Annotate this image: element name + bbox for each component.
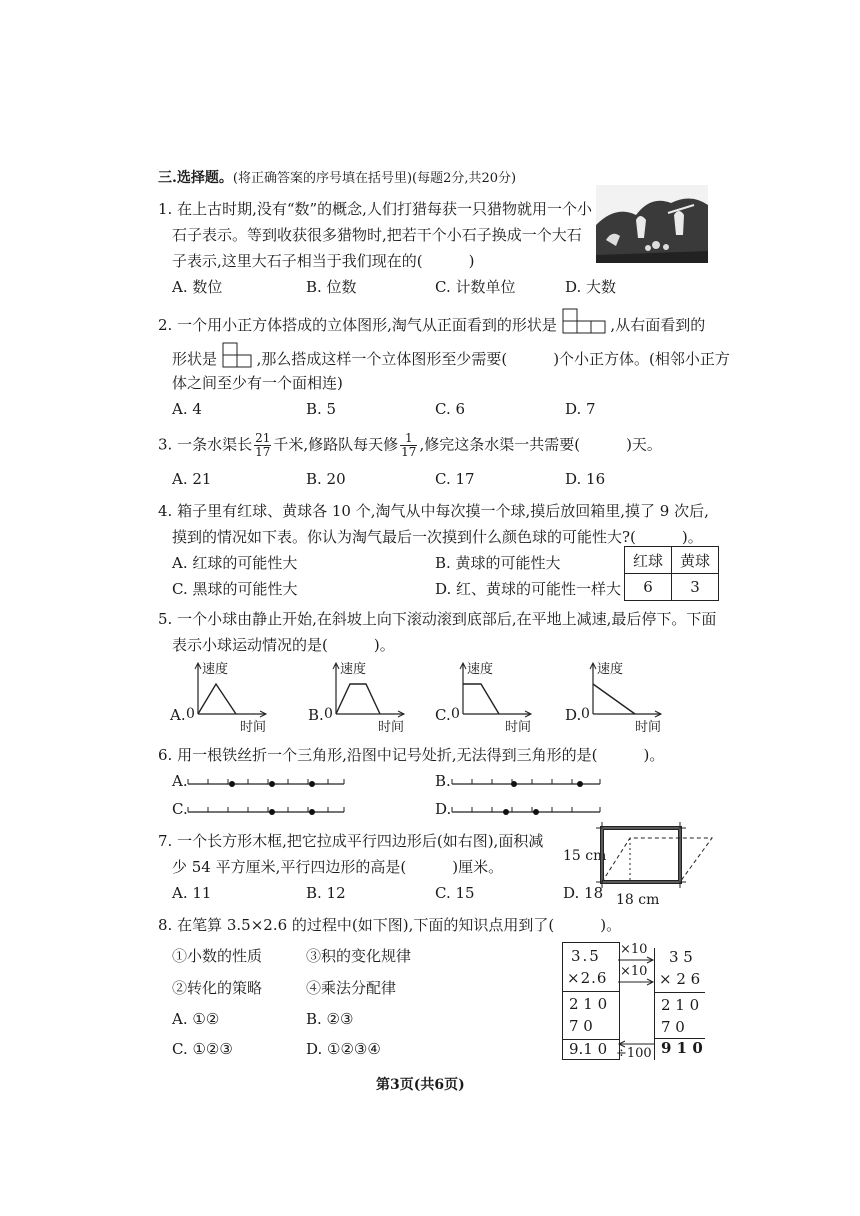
q5-graph-a[interactable] bbox=[168, 658, 268, 735]
section-header bbox=[158, 167, 516, 187]
q6-line1-text: 6. 用一根铁丝折一个三角形,沿图中记号处折,无法得到三角形的是( bbox=[158, 746, 598, 764]
section-note: (将正确答案的序号填在括号里)(每题2分,共20分) bbox=[232, 171, 517, 186]
q4-option-a[interactable]: A. 红球的可能性大 bbox=[172, 554, 298, 572]
calc-right-partial2: 7 0 bbox=[661, 1018, 685, 1036]
table-value-red: 6 bbox=[625, 574, 672, 601]
q7-option-a[interactable]: A. 11 bbox=[172, 884, 212, 902]
q1-option-a[interactable]: A. 数位 bbox=[172, 278, 223, 296]
q3-fraction-length bbox=[254, 432, 271, 459]
wooden-frame-figure bbox=[594, 822, 718, 892]
q6-label-c: C. bbox=[172, 800, 188, 818]
q5-graph-c-label: C. bbox=[435, 706, 451, 724]
arrow-x10-bottom-label: ×10 bbox=[620, 964, 648, 979]
q7-line2 bbox=[172, 856, 503, 877]
q2-line3: 体之间至少有一个面相连) bbox=[172, 374, 343, 392]
q6-wire-b[interactable] bbox=[450, 774, 602, 790]
q5-graph-a-ylabel: 速度 bbox=[202, 662, 229, 677]
q4-line2-text: 摸到的情况如下表。你认为淘气最后一次摸到什么颜色球的可能性大?( bbox=[172, 528, 636, 546]
q3-text-c: ,修完这条水渠一共需要( bbox=[419, 435, 581, 454]
q2-line2-end: )个小正方体。(相邻小正方 bbox=[553, 350, 730, 368]
q8-option-a[interactable]: A. ①② bbox=[172, 1010, 220, 1028]
q1-option-d[interactable]: D. 大数 bbox=[565, 278, 617, 296]
calc-left-factor1: 3.5 bbox=[571, 947, 601, 965]
q5-graph-d-xlabel: 时间 bbox=[635, 720, 662, 735]
q5-graph-c[interactable] bbox=[433, 658, 533, 735]
right-view-shape bbox=[222, 342, 252, 368]
q6-wire-d[interactable] bbox=[450, 802, 602, 818]
section-title: 三.选择题。 bbox=[158, 170, 233, 186]
q6-label-a: A. bbox=[172, 772, 188, 790]
q8-line1-end: )。 bbox=[600, 916, 622, 934]
table-header-red: 红球 bbox=[625, 547, 672, 574]
q3-line1 bbox=[158, 432, 662, 459]
q5-graph-a-label: A. bbox=[170, 706, 186, 724]
q2-line2-start: 形状是 bbox=[172, 350, 218, 368]
q1-line3 bbox=[172, 250, 474, 271]
q5-line2-text: 表示小球运动情况的是( bbox=[172, 636, 328, 654]
q8-point-1: ①小数的性质 bbox=[172, 947, 263, 965]
q1-line3-text: 子表示,这里大石子相当于我们现在的( bbox=[172, 252, 423, 270]
q3-option-d[interactable]: D. 16 bbox=[565, 470, 606, 488]
frac2-numerator: 1 bbox=[400, 432, 417, 446]
q5-graph-b-ylabel: 速度 bbox=[340, 662, 367, 677]
q2-option-b[interactable]: B. 5 bbox=[306, 400, 337, 418]
calc-arrows bbox=[616, 956, 656, 1056]
q4-line1: 4. 箱子里有红球、黄球各 10 个,淘气从中每次摸一个球,摸后放回箱里,摸了 9 次后, bbox=[158, 502, 709, 520]
q4-option-d[interactable]: D. 红、黄球的可能性一样大 bbox=[435, 580, 622, 598]
front-view-shape bbox=[562, 308, 606, 334]
q4-line2 bbox=[172, 526, 703, 547]
q8-point-4: ④乘法分配律 bbox=[306, 979, 397, 997]
calc-right-product: 9 1 0 bbox=[661, 1039, 703, 1057]
q5-graph-a-xlabel: 时间 bbox=[240, 720, 267, 735]
q5-graph-c-ylabel: 速度 bbox=[467, 662, 494, 677]
calc-left-product: 9.1 0 bbox=[569, 1040, 608, 1058]
table-header-yellow: 黄球 bbox=[672, 547, 719, 574]
calc-right-factor1: 3 5 bbox=[669, 948, 693, 966]
q8-point-2: ②转化的策略 bbox=[172, 979, 263, 997]
q3-text-a: 3. 一条水渠长 bbox=[158, 435, 253, 454]
q5-graph-d-ylabel: 速度 bbox=[597, 662, 624, 677]
frac1-denominator: 17 bbox=[255, 445, 271, 459]
q5-graph-a-origin: 0 bbox=[186, 706, 195, 722]
q2-line1-end: ,从右面看到的 bbox=[610, 316, 706, 334]
q6-wire-c[interactable] bbox=[186, 802, 346, 818]
calc-left-factor2: ×2.6 bbox=[567, 969, 608, 987]
q2-line1-text: 2. 一个用小正方体搭成的立体图形,淘气从正面看到的形状是 bbox=[158, 316, 557, 334]
q1-line1: 1. 在上古时期,没有“数”的概念,人们打猎每获一只猎物就用一个小 bbox=[158, 200, 592, 218]
q2-line1 bbox=[158, 308, 705, 335]
q3-text-d: )天。 bbox=[626, 435, 662, 454]
hunting-picture bbox=[596, 185, 708, 263]
q5-line2 bbox=[172, 634, 395, 655]
q7-option-d[interactable]: D. 18 bbox=[563, 884, 604, 902]
q4-line2-end: )。 bbox=[681, 528, 703, 546]
q2-option-a[interactable]: A. 4 bbox=[172, 400, 202, 418]
calc-left-partial2: 7 0 bbox=[569, 1017, 593, 1035]
q1-line2: 石子表示。等到收获很多猎物时,把若干个小石子换成一个大石 bbox=[172, 226, 582, 244]
q3-text-b: 千米,修路队每天修 bbox=[273, 435, 399, 454]
frac1-numerator: 21 bbox=[255, 431, 271, 445]
q5-graph-c-xlabel: 时间 bbox=[505, 720, 532, 735]
q5-line1: 5. 一个小球由静止开始,在斜坡上向下滚动滚到底部后,在平地上减速,最后停下。下面 bbox=[158, 610, 717, 628]
q6-label-b: B. bbox=[435, 772, 451, 790]
q4-option-c[interactable]: C. 黑球的可能性大 bbox=[172, 580, 298, 598]
calc-box-right bbox=[654, 948, 705, 1060]
q2-option-d[interactable]: D. 7 bbox=[565, 400, 596, 418]
arrow-div100-label: ÷100 bbox=[616, 1046, 652, 1061]
q8-option-d[interactable]: D. ①②③④ bbox=[306, 1040, 381, 1058]
calc-left-partial1: 2 1 0 bbox=[569, 995, 608, 1013]
q6-line1-end: )。 bbox=[643, 746, 665, 764]
q2-option-c[interactable]: C. 6 bbox=[435, 400, 466, 418]
q3-option-a[interactable]: A. 21 bbox=[172, 470, 212, 488]
q1-option-b[interactable]: B. 位数 bbox=[306, 278, 357, 296]
q5-graph-d-origin: 0 bbox=[581, 706, 590, 722]
q2-line2 bbox=[172, 342, 730, 369]
q8-line1 bbox=[158, 914, 621, 935]
q5-graph-b-label: B. bbox=[308, 706, 324, 724]
q8-option-c[interactable]: C. ①②③ bbox=[172, 1040, 233, 1058]
calc-right-partial1: 2 1 0 bbox=[661, 996, 700, 1014]
q1-option-c[interactable]: C. 计数单位 bbox=[435, 278, 516, 296]
q5-graph-d[interactable] bbox=[563, 658, 663, 735]
q2-line2-mid: ,那么搭成这样一个立体图形至少需要( bbox=[256, 350, 508, 368]
q3-option-b[interactable]: B. 20 bbox=[306, 470, 346, 488]
q7-line2-end: )厘米。 bbox=[452, 858, 504, 876]
q7-side-label: 15 cm bbox=[563, 848, 607, 864]
q7-line2-text: 少 54 平方厘米,平行四边形的高是( bbox=[172, 858, 407, 876]
q5-graph-c-origin: 0 bbox=[451, 706, 460, 722]
q6-wire-a[interactable] bbox=[186, 774, 346, 790]
q5-graph-b-xlabel: 时间 bbox=[378, 720, 405, 735]
q3-option-c[interactable]: C. 17 bbox=[435, 470, 475, 488]
q5-graph-b[interactable] bbox=[306, 658, 406, 735]
q5-graph-d-label: D. bbox=[565, 706, 582, 724]
q4-option-b[interactable]: B. 黄球的可能性大 bbox=[435, 554, 561, 572]
arrow-x10-top-label: ×10 bbox=[620, 942, 648, 957]
calc-box-left bbox=[562, 942, 620, 1060]
q6-line1 bbox=[158, 744, 664, 765]
page-footer: 第3页(共6页) bbox=[376, 1077, 465, 1093]
q7-option-c[interactable]: C. 15 bbox=[435, 884, 475, 902]
q8-option-b[interactable]: B. ②③ bbox=[306, 1010, 354, 1028]
q5-graph-b-origin: 0 bbox=[324, 706, 333, 722]
q7-bottom-label: 18 cm bbox=[616, 892, 660, 908]
q1-paren-close: ) bbox=[468, 252, 475, 270]
q5-line2-end: )。 bbox=[373, 636, 395, 654]
q7-line1: 7. 一个长方形木框,把它拉成平行四边形后(如右图),面积减 bbox=[158, 832, 544, 850]
table-value-yellow: 3 bbox=[672, 574, 719, 601]
q6-label-d: D. bbox=[435, 800, 452, 818]
q8-point-3: ③积的变化规律 bbox=[306, 947, 412, 965]
ball-count-table bbox=[624, 546, 719, 601]
q8-line1-text: 8. 在笔算 3.5×2.6 的过程中(如下图),下面的知识点用到了( bbox=[158, 916, 555, 934]
frac2-denominator: 17 bbox=[401, 445, 417, 459]
q7-option-b[interactable]: B. 12 bbox=[306, 884, 346, 902]
calc-right-factor2: × 2 6 bbox=[659, 970, 701, 988]
q3-fraction-daily bbox=[400, 432, 417, 459]
